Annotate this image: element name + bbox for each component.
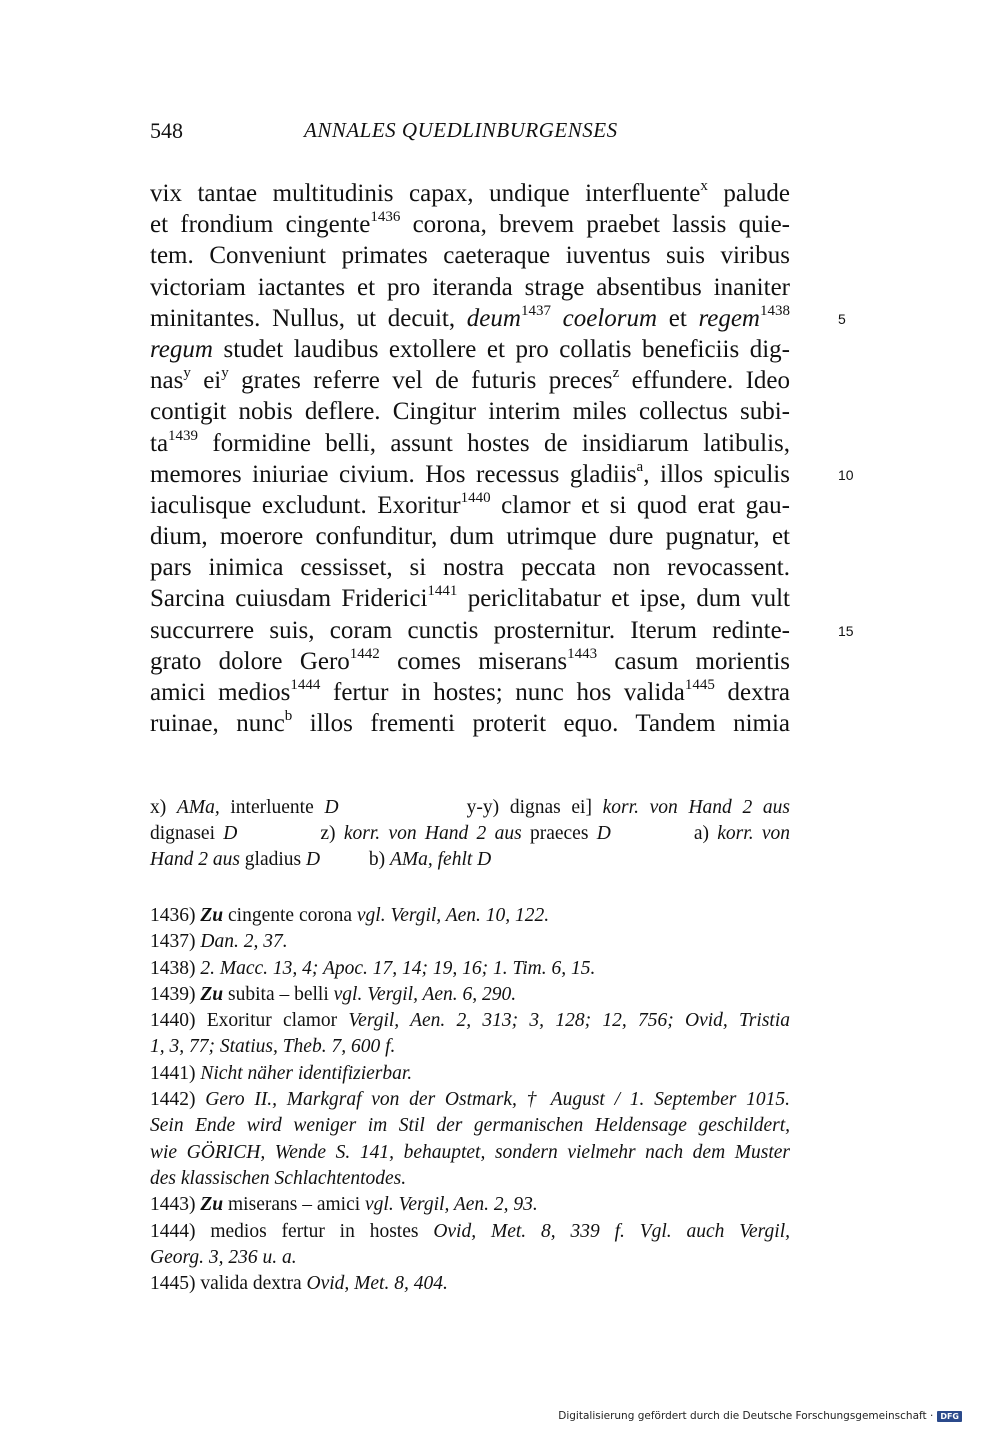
- line-number: 15: [838, 622, 854, 639]
- text-run: vgl. Vergil, Aen. 6, 290.: [333, 983, 517, 1005]
- text-line: [150, 490, 790, 521]
- text-run: Hand 2 aus: [150, 849, 240, 870]
- text-run: [551, 305, 563, 332]
- text-run: ei: [190, 367, 222, 395]
- footnote-line: [150, 1192, 790, 1218]
- footnote-line: [150, 1061, 790, 1087]
- text-run: et: [657, 304, 699, 332]
- text-line: [150, 396, 790, 427]
- text-run: victoriam iactantes et pro iteranda strage absentibus inaniter: [150, 273, 790, 301]
- text-line: [150, 583, 790, 614]
- text-run: fertur in hostes; nunc hos valida: [320, 679, 685, 706]
- footnote-line: [150, 1166, 790, 1192]
- text-line: [150, 677, 790, 708]
- footnote-marker: a: [636, 458, 644, 475]
- apparatus-line: [150, 847, 790, 873]
- text-run: D: [324, 797, 339, 818]
- text-run: deum: [466, 304, 521, 332]
- text-run: dignasei: [150, 823, 224, 844]
- text-run: regem: [698, 304, 760, 332]
- footnote-line: [150, 1008, 790, 1034]
- text-run: coelorum: [562, 304, 658, 332]
- text-run: illos frementi proterit equo. Tandem nimia: [292, 710, 790, 738]
- text-run: grato dolore Gero: [150, 647, 350, 675]
- text-line: [150, 428, 790, 459]
- text-run: b): [320, 849, 390, 870]
- text-run: Ovid, Met. 8, 404.: [306, 1273, 448, 1295]
- text-run: ruinae, nunc: [150, 710, 285, 738]
- text-run: 1442): [150, 1089, 206, 1111]
- text-run: 1444) medios fertur in hostes: [150, 1220, 434, 1242]
- footnote-line: [150, 982, 790, 1008]
- text-line: [150, 708, 790, 739]
- text-run: Gero II., Markgraf von der Ostmark, † August / 1. September 1015.: [205, 1089, 790, 1111]
- text-run: casum morientis: [597, 647, 790, 675]
- text-run: a): [610, 823, 718, 844]
- text-run: interluente: [219, 797, 325, 818]
- text-run: tem. Conveniunt primates caeteraque iuventus suis viribus: [150, 242, 790, 270]
- text-run: D: [596, 823, 611, 844]
- text-run: AMa, fehlt D: [389, 849, 492, 870]
- text-run: cingente corona: [223, 905, 357, 926]
- line-number: 10: [838, 466, 854, 483]
- text-run: 1445) valida dextra: [150, 1273, 307, 1295]
- text-run: korr. von Hand 2 aus: [602, 797, 790, 818]
- text-run: 1440) Exoritur clamor: [150, 1010, 349, 1032]
- footnote-marker: 1443: [567, 645, 598, 662]
- text-line: [150, 209, 790, 240]
- apparatus-line: [150, 821, 790, 847]
- footnote-line: [150, 929, 790, 955]
- footnote-line: [150, 903, 790, 929]
- text-run: D: [306, 849, 321, 870]
- critical-apparatus: [150, 795, 790, 873]
- text-run: wie GÖRICH, Wende S. 141, behauptet, sondern vielmehr nach dem Muster: [150, 1141, 790, 1163]
- footnote-marker: b: [284, 708, 293, 725]
- text-run: amici medios: [150, 679, 291, 706]
- text-line: [150, 303, 790, 334]
- text-line: [150, 334, 790, 365]
- text-run: Sarcina cuiusdam Friderici: [150, 585, 428, 613]
- text-run: x): [150, 797, 177, 818]
- text-run: succurrere suis, coram cunctis prosternitur. Iterum redinte-: [150, 616, 790, 644]
- text-run: Sein Ende wird weniger im Stil der germanischen Heldensage geschildert,: [150, 1115, 790, 1137]
- footnotes: [150, 903, 790, 1297]
- text-run: korr. von Hand 2 aus: [343, 823, 522, 844]
- footnote-marker: 1445: [684, 677, 715, 693]
- text-run: 1439): [150, 983, 201, 1005]
- text-run: praeces: [521, 823, 597, 844]
- footnote-marker: y: [183, 365, 191, 382]
- text-run: studet laudibus extollere et pro collatis beneficiis dig-: [212, 335, 790, 363]
- text-run: vgl. Vergil, Aen. 2, 93.: [365, 1194, 538, 1216]
- text-line: [150, 178, 790, 209]
- text-run: palude: [707, 180, 790, 207]
- footnote-line: [150, 1140, 790, 1166]
- page-number: 548: [150, 118, 183, 143]
- text-run: 1, 3, 77; Statius, Theb. 7, 600 f.: [150, 1036, 396, 1058]
- footnote-line: [150, 1113, 790, 1139]
- dfg-logo: DFG: [937, 1411, 962, 1422]
- footnote-marker: 1444: [290, 677, 321, 693]
- credit-text: Digitalisierung gefördert durch die Deutsche Forschungsgemeinschaft ·: [558, 1410, 934, 1422]
- footnote-marker: 1440: [460, 489, 491, 506]
- text-run: regum: [150, 335, 213, 363]
- text-run: 1437): [150, 931, 201, 953]
- text-run: D: [223, 823, 238, 844]
- text-run: Georg. 3, 236 u. a.: [150, 1246, 297, 1268]
- text-run: y-y) dignas ei]: [338, 797, 603, 818]
- text-run: iaculisque excludunt. Exoritur: [150, 491, 461, 519]
- line-number: 5: [838, 310, 846, 327]
- apparatus-line: [150, 795, 790, 821]
- text-line: [150, 646, 790, 677]
- text-run: 1443): [150, 1194, 201, 1216]
- text-run: dium, moerore confunditur, dum utrimque dure pugnatur, et: [150, 523, 790, 551]
- footnote-marker: y: [221, 365, 229, 382]
- footnote-line: [150, 1219, 790, 1245]
- text-run: des klassischen Schlachtentodes.: [150, 1167, 407, 1189]
- footnote-marker: z: [612, 365, 620, 382]
- text-run: comes miserans: [379, 647, 568, 675]
- digitization-credit: [558, 1410, 962, 1422]
- text-line: [150, 615, 790, 646]
- text-line: [150, 459, 790, 490]
- text-run: vgl. Vergil, Aen. 10, 122.: [356, 905, 550, 926]
- text-line: [150, 552, 790, 583]
- text-run: Zu: [200, 1194, 224, 1216]
- text-run: Ovid, Met. 8, 339 f. Vgl. auch Vergil,: [433, 1220, 791, 1242]
- footnote-marker: 1436: [370, 209, 401, 226]
- text-run: Nicht näher identifizierbar.: [200, 1062, 413, 1084]
- text-run: vix tantae multitudinis capax, undique interfluente: [150, 180, 701, 207]
- text-run: formidine belli, assunt hostes de insidiarum latibulis,: [198, 429, 790, 457]
- text-run: 1441): [150, 1062, 201, 1084]
- footnote-marker: 1437: [520, 302, 551, 319]
- main-text-block: [150, 178, 790, 739]
- text-run: ta: [150, 429, 169, 457]
- footnote-line: [150, 1245, 790, 1271]
- footnote-marker: 1441: [427, 583, 458, 600]
- text-run: 2. Macc. 13, 4; Apoc. 17, 14; 19, 16; 1. Tim. 6, 15.: [200, 957, 596, 979]
- text-run: AMa,: [176, 797, 220, 818]
- footnote-line: [150, 1087, 790, 1113]
- text-run: Zu: [200, 905, 224, 926]
- text-run: 1436): [150, 905, 201, 926]
- text-run: clamor et si quod erat gau-: [490, 491, 790, 519]
- text-run: contigit nobis deflere. Cingitur interim miles collectus subi-: [150, 398, 790, 426]
- text-run: corona, brevem praebet lassis quie-: [400, 211, 790, 239]
- text-line: [150, 272, 790, 303]
- text-run: Zu: [200, 983, 224, 1005]
- text-run: memores iniuriae civium. Hos recessus gladiis: [150, 460, 637, 488]
- text-run: minitantes. Nullus, ut decuit,: [150, 304, 467, 332]
- text-run: effundere. Ideo: [619, 367, 791, 395]
- text-run: miserans – amici: [223, 1194, 366, 1216]
- text-run: grates referre vel de futuris preces: [228, 367, 613, 395]
- text-run: Vergil, Aen. 2, 313; 3, 128; 12, 756; Ovid, Tristia: [348, 1010, 790, 1032]
- text-run: korr. von: [717, 823, 791, 844]
- footnote-marker: 1442: [349, 645, 380, 662]
- text-line: [150, 365, 790, 396]
- footnote-marker: x: [700, 178, 708, 194]
- footnote-line: [150, 956, 790, 982]
- text-run: periclitabatur et ipse, dum vult: [457, 585, 790, 613]
- text-run: Dan. 2, 37.: [200, 931, 288, 953]
- text-run: subita – belli: [223, 983, 334, 1005]
- footnote-line: [150, 1034, 790, 1060]
- page-header: [150, 118, 790, 152]
- text-run: dextra: [714, 679, 791, 706]
- text-run: 1438): [150, 957, 201, 979]
- text-line: [150, 240, 790, 271]
- footnote-marker: 1439: [168, 427, 199, 444]
- text-run: nas: [150, 367, 184, 395]
- text-run: pars inimica cessisset, si nostra peccata non revocassent.: [150, 554, 790, 582]
- text-line: [150, 521, 790, 552]
- text-run: z): [237, 823, 344, 844]
- text-run: , illos spiculis: [643, 460, 790, 488]
- footnote-line: [150, 1271, 790, 1297]
- running-title: ANNALES QUEDLINBURGENSES: [304, 118, 618, 142]
- footnote-marker: 1438: [760, 302, 790, 319]
- text-run: gladius: [239, 849, 307, 870]
- text-run: et frondium cingente: [150, 211, 371, 239]
